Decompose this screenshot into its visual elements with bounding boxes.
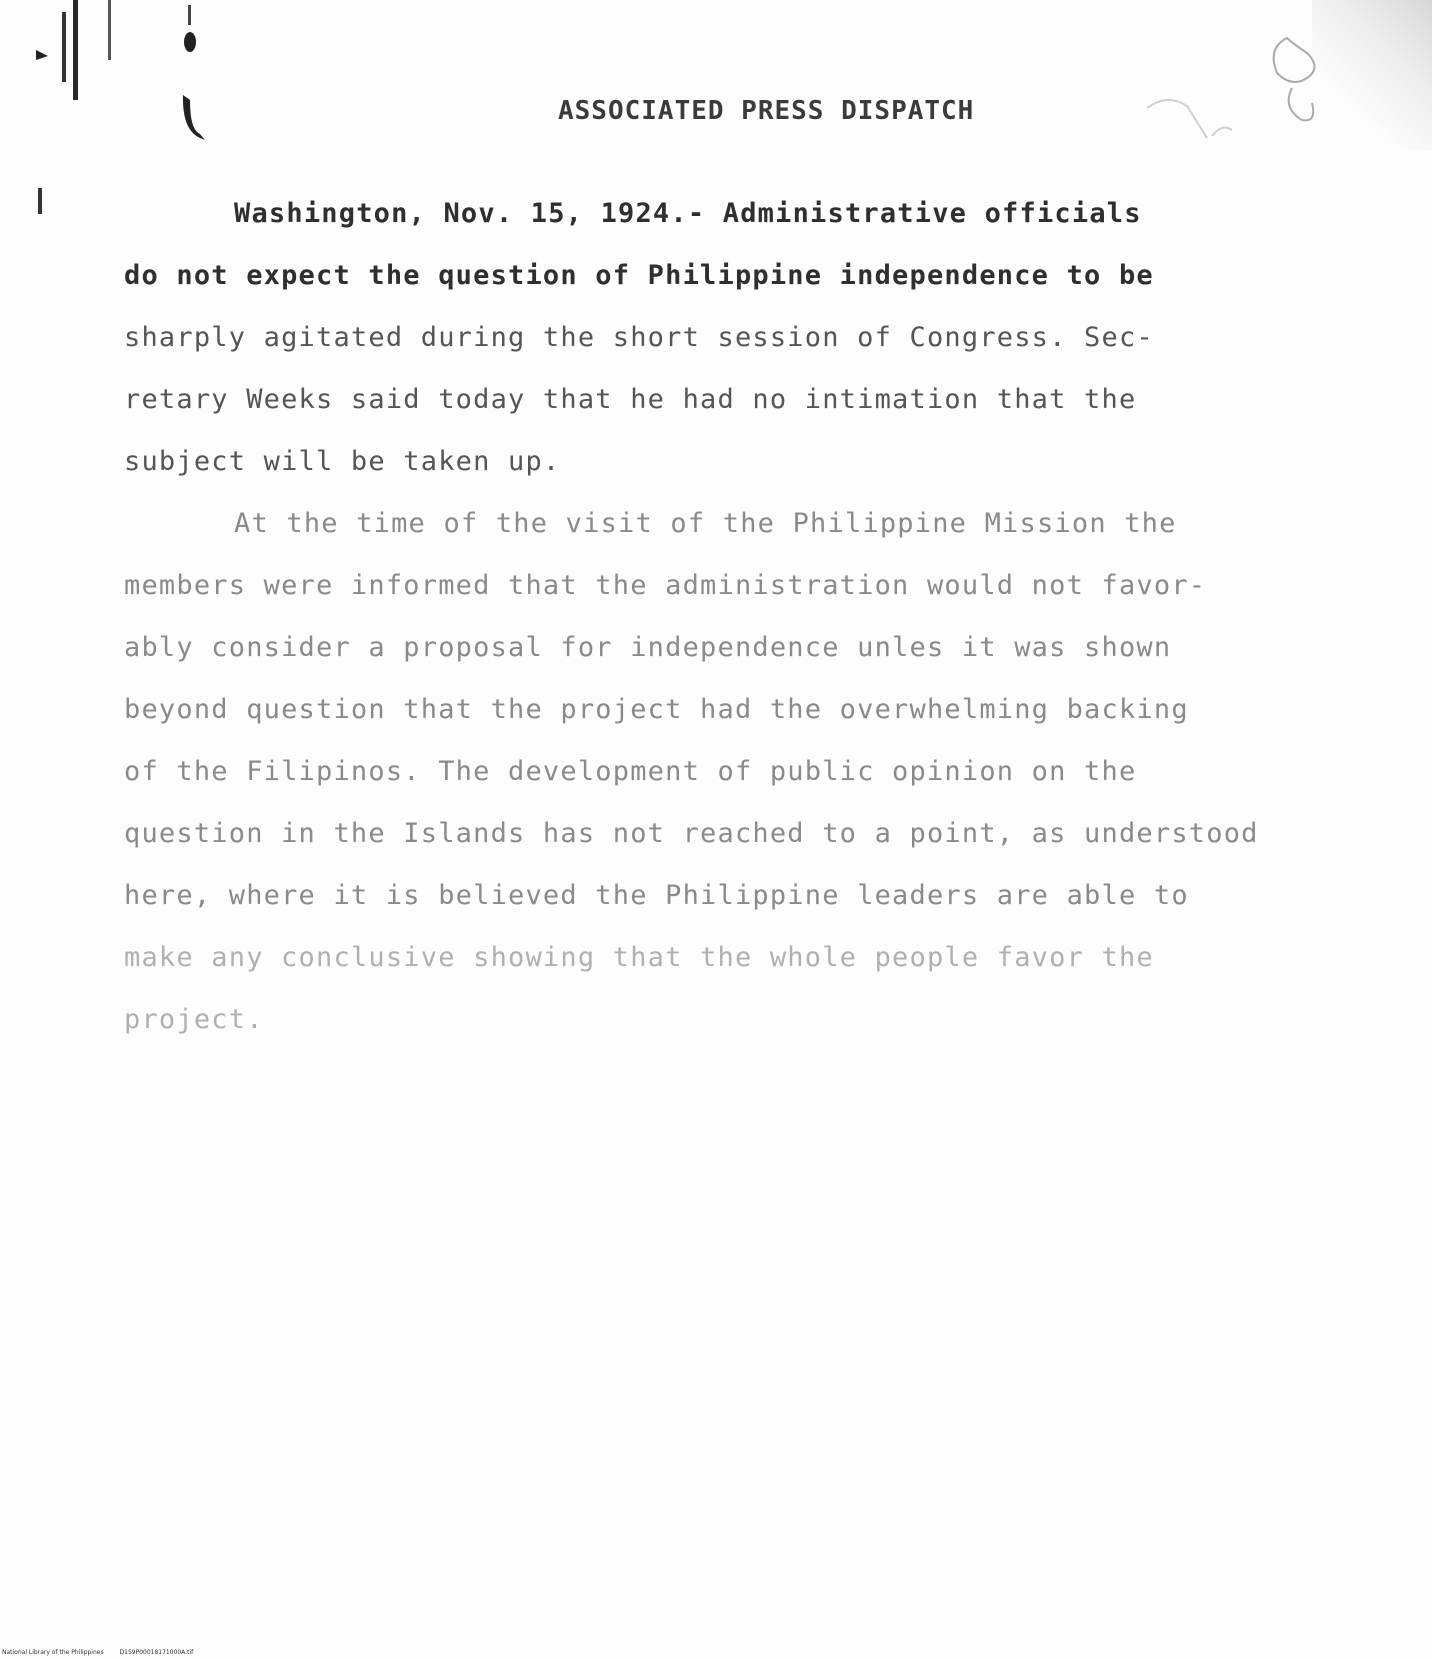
text-line: subject will be taken up.	[124, 446, 561, 477]
text-line: make any conclusive showing that the whole people favor the	[124, 942, 1154, 973]
text-line: question in the Islands has not reached to a point, as understood	[124, 818, 1259, 849]
text-line: ably consider a proposal for independence unles it was shown	[124, 632, 1172, 663]
text-line: members were informed that the administration would not favor-	[124, 570, 1207, 601]
archive-footer	[2, 1649, 207, 1656]
text-line: project.	[124, 1004, 264, 1035]
text-line: retary Weeks said today that he had no intimation that the	[124, 384, 1137, 415]
text-line: of the Filipinos. The development of public opinion on the	[124, 756, 1137, 787]
handwritten-annotation-icon	[1117, 28, 1337, 148]
text-line: sharply agitated during the short session of Congress. Sec-	[124, 322, 1154, 353]
text-line: do not expect the question of Philippine independence to be	[124, 260, 1154, 291]
document-title: ASSOCIATED PRESS DISPATCH	[558, 96, 975, 126]
dispatch-body	[124, 183, 1364, 1051]
text-line: At the time of the visit of the Philippine Mission the	[234, 508, 1177, 539]
file-name: D159P00018171000A.tif	[119, 1649, 194, 1656]
library-credit: National Library of the Philippines	[2, 1649, 104, 1656]
text-line: here, where it is believed the Philippine leaders are able to	[124, 880, 1189, 911]
text-line: beyond question that the project had the overwhelming backing	[124, 694, 1189, 725]
text-line: Washington, Nov. 15, 1924.- Administrative officials	[234, 198, 1142, 229]
